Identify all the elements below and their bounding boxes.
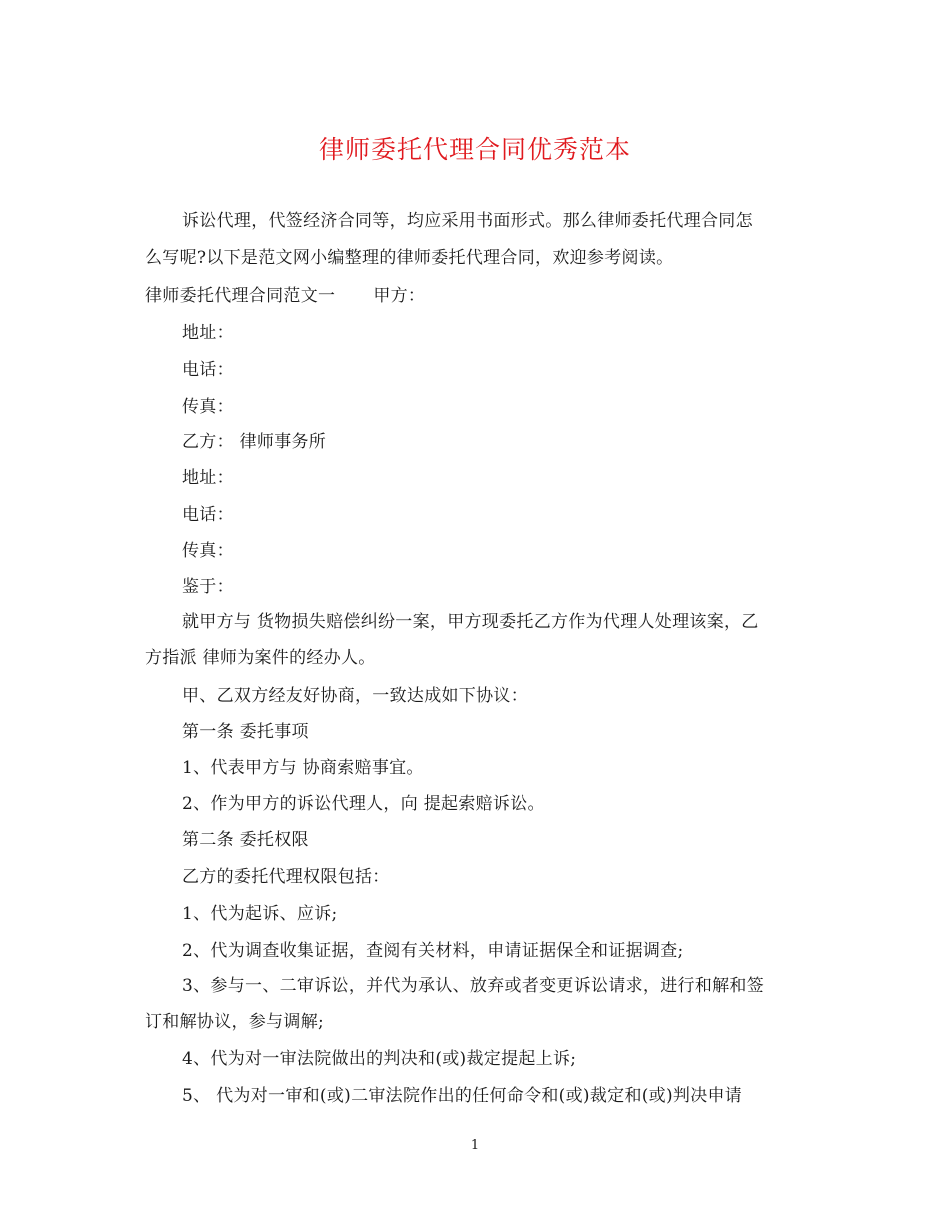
case-para-line-1: 就甲方与 货物损失赔偿纠纷一案，甲方现委托乙方作为代理人处理该案，乙 [182, 612, 759, 632]
article-2-intro: 乙方的委托代理权限包括： [182, 867, 390, 887]
article-2-item-3-line-1: 3、参与一、二审诉讼，并代为承认、放弃或者变更诉讼请求，进行和解和签 [182, 976, 765, 996]
party-a-label: 甲方： [373, 286, 426, 306]
party-a-phone: 电话： [182, 360, 234, 380]
article-2-item-2: 2、代为调查收集证据，查阅有关材料，申请证据保全和证据调查; [182, 941, 684, 961]
agreement-statement: 甲、乙双方经友好协商，一致达成如下协议： [182, 686, 528, 706]
article-1-item-1: 1、代表甲方与 协商索赔事宜。 [182, 758, 424, 778]
article-2-item-4: 4、代为对一审法院做出的判决和(或)裁定提起上诉; [182, 1049, 577, 1069]
article-2-heading: 第二条 委托权限 [182, 830, 309, 850]
intro-line-1: 诉讼代理，代签经济合同等，均应采用书面形式。那么律师委托代理合同怎 [182, 211, 753, 231]
whereas-label: 鉴于： [182, 577, 234, 597]
party-a-fax: 传真： [182, 397, 234, 417]
party-b-address: 地址： [182, 468, 234, 488]
page-title: 律师委托代理合同优秀范本 [318, 135, 631, 164]
article-2-item-1: 1、代为起诉、应诉; [182, 904, 338, 924]
intro-line-2: 么写呢?以下是范文网小编整理的律师委托代理合同，欢迎参考阅读。 [145, 248, 674, 268]
case-para-line-2: 方指派 律师为案件的经办人。 [145, 648, 376, 668]
party-b-label: 乙方： 律师事务所 [182, 432, 327, 452]
sample-heading: 律师委托代理合同范文一 [145, 286, 336, 306]
article-1-heading: 第一条 委托事项 [182, 722, 309, 742]
party-a-address: 地址： [182, 323, 234, 343]
page-number: 1 [470, 1138, 480, 1153]
article-2-item-3-line-2: 订和解协议，参与调解; [145, 1012, 325, 1032]
party-b-fax: 传真： [182, 541, 234, 561]
article-2-item-5: 5、 代为对一审和(或)二审法院作出的任何命令和(或)裁定和(或)判决申请 [182, 1086, 743, 1106]
article-1-item-2: 2、作为甲方的诉讼代理人，向 提起索赔诉讼。 [182, 794, 545, 814]
party-b-phone: 电话： [182, 505, 234, 525]
sample-heading-row [145, 285, 425, 307]
